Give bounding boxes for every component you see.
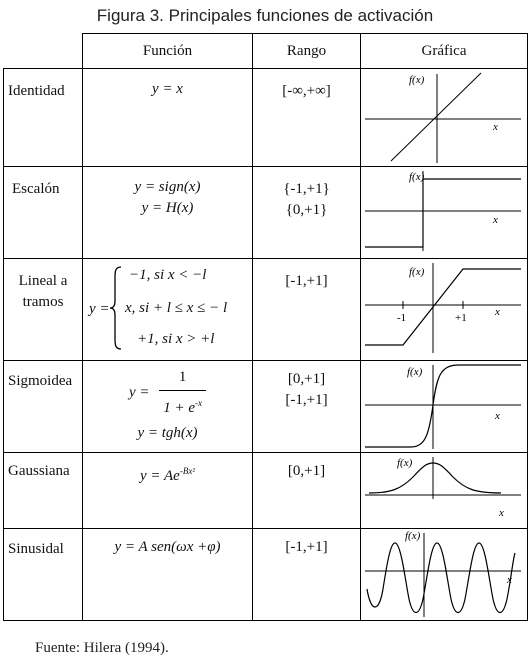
formula-cell <box>83 259 253 361</box>
formula-text <box>83 453 252 487</box>
left-brace-icon <box>109 265 123 351</box>
formula-line: y = sign(x) <box>134 179 201 195</box>
source-caption: Fuente: Hilera (1994). <box>35 640 169 656</box>
step-graph <box>361 167 527 258</box>
x-axis-label: x <box>495 306 500 318</box>
formula-text: y = A sen(ωx +φ) <box>114 539 221 555</box>
fraction <box>159 367 206 419</box>
graph-cell <box>361 453 528 529</box>
range-cell <box>253 69 361 167</box>
x-axis-label: x <box>493 214 498 226</box>
y-axis-label: f(x) <box>409 266 425 278</box>
row-name-cell <box>4 529 83 621</box>
sigmoid-graph <box>361 361 527 452</box>
x-axis-label: x <box>493 121 498 133</box>
row-name: Sigmoidea <box>8 373 73 389</box>
gaussian-graph <box>361 453 527 528</box>
formula-cell <box>83 167 253 259</box>
formula-line: y = H(x) <box>141 200 194 216</box>
row-name-cell <box>4 69 83 167</box>
header-blank-cell <box>4 34 83 69</box>
sigmoid-curve <box>365 365 521 447</box>
y-axis-label: f(x) <box>407 366 423 378</box>
table-row <box>4 167 528 259</box>
y-axis-label: f(x) <box>405 530 421 542</box>
formula-base: y = Ae <box>139 468 180 484</box>
fraction-denominator <box>159 390 206 419</box>
range-value <box>253 361 360 411</box>
range-value: [-1,+1] <box>285 539 328 555</box>
header-row <box>4 34 528 69</box>
range-line: [0,+1] <box>287 371 326 387</box>
ramp-graph <box>361 259 527 360</box>
formula-line: y = tgh(x) <box>137 425 198 441</box>
formula-cell <box>83 361 253 453</box>
row-name <box>4 259 82 313</box>
formula-cell <box>83 529 253 621</box>
tick-label: -1 <box>397 312 407 324</box>
range-cell <box>253 529 361 621</box>
graph-cell <box>361 69 528 167</box>
formula-lhs: y = <box>89 301 110 317</box>
denominator-base: 1 + e <box>163 400 196 416</box>
activation-functions-table <box>3 33 528 621</box>
range-cell <box>253 167 361 259</box>
row-name-cell <box>4 361 83 453</box>
formula-text <box>83 361 252 444</box>
denominator-exponent: -x <box>195 398 203 408</box>
x-axis-label: x <box>495 410 500 422</box>
y-axis-label: f(x) <box>409 171 425 183</box>
header-grafica: Gráfica <box>361 34 528 69</box>
range-value: [-∞,+∞] <box>282 83 331 99</box>
range-line: {-1,+1} <box>283 181 330 197</box>
case-line: +1, si x > +l <box>137 331 215 347</box>
table-row <box>4 453 528 529</box>
header-funcion: Función <box>83 34 253 69</box>
case-line: x, si + l ≤ x ≤ − l <box>125 300 228 316</box>
graph-cell <box>361 361 528 453</box>
row-name-line: Lineal a <box>18 273 68 289</box>
fraction-numerator: 1 <box>178 369 187 385</box>
formula-exponent: -Bx² <box>179 466 196 476</box>
step-curve <box>365 179 521 247</box>
gaussian-curve <box>369 463 501 493</box>
graph-cell <box>361 529 528 621</box>
x-axis-label: x <box>507 574 512 586</box>
range-cell <box>253 259 361 361</box>
range-cell <box>253 361 361 453</box>
row-name-line: tramos <box>22 294 64 310</box>
row-name-cell <box>4 259 83 361</box>
sine-graph <box>361 529 527 620</box>
formula-cell <box>83 69 253 167</box>
table-row <box>4 69 528 167</box>
range-line: {0,+1} <box>285 202 328 218</box>
x-axis-label: x <box>499 507 504 519</box>
identity-curve <box>391 73 481 161</box>
y-axis-label: f(x) <box>397 457 413 469</box>
formula-lhs: y = <box>128 384 150 401</box>
row-name: Gaussiana <box>8 463 70 479</box>
row-name: Identidad <box>8 83 65 99</box>
row-name: Sinusidal <box>8 541 64 557</box>
range-line: [-1,+1] <box>285 392 328 408</box>
range-value: [0,+1] <box>287 463 326 479</box>
table-row <box>4 529 528 621</box>
sine-curve <box>367 543 515 613</box>
row-name-cell <box>4 167 83 259</box>
table-row <box>4 361 528 453</box>
graph-cell <box>361 167 528 259</box>
figure-title: Figura 3. Principales funciones de activación <box>96 6 434 25</box>
tick-label: +1 <box>455 312 467 324</box>
graph-cell <box>361 259 528 361</box>
identity-graph <box>361 69 527 166</box>
formula-line <box>83 367 252 419</box>
row-name-cell <box>4 453 83 529</box>
piecewise-formula <box>83 259 249 359</box>
range-cell <box>253 453 361 529</box>
header-rango: Rango <box>253 34 361 69</box>
formula-text <box>83 167 252 219</box>
formula-text: y = x <box>152 81 183 97</box>
range-value: [-1,+1] <box>285 273 328 289</box>
case-line: −1, si x < −l <box>129 267 207 283</box>
table-row <box>4 259 528 361</box>
y-axis-label: f(x) <box>409 74 425 86</box>
range-value <box>253 167 360 221</box>
row-name: Escalón <box>12 181 60 197</box>
formula-cell <box>83 453 253 529</box>
